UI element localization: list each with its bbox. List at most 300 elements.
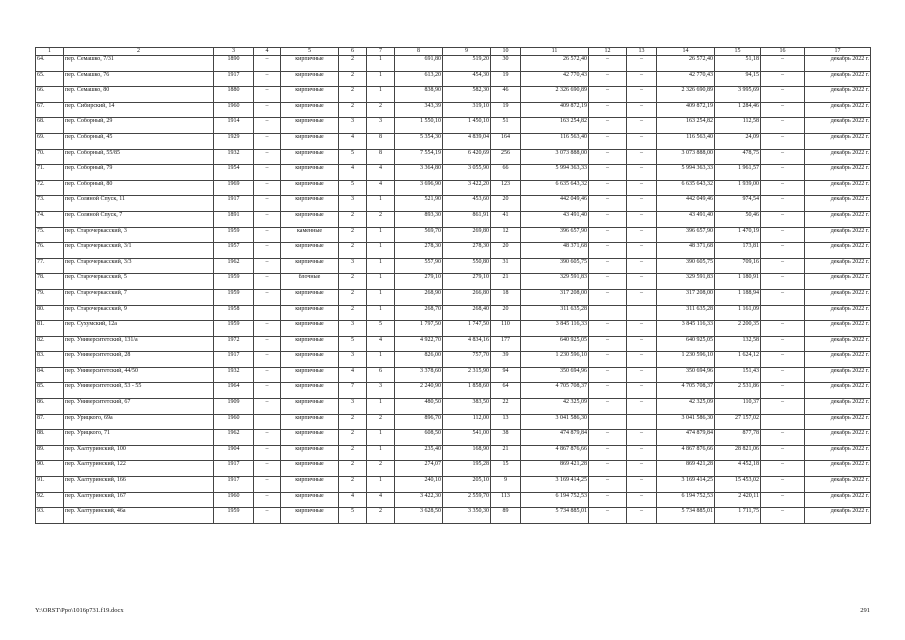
cell-residents: 123 — [491, 180, 521, 196]
cell-wall-material: кирпичные — [281, 430, 339, 446]
column-header-9: 9 — [443, 48, 491, 56]
cell-wall-material: кирпичные — [281, 243, 339, 259]
cell-wall-material: кирпичные — [281, 492, 339, 508]
cell-col-16: – — [761, 430, 805, 446]
cell-total-area: 557,90 — [395, 258, 443, 274]
cell-year-built: 1962 — [214, 430, 254, 446]
cell-cost-total: 5 734 885,01 — [657, 508, 715, 524]
cell-total-area: 3 378,60 — [395, 367, 443, 383]
cell-living-area: 1 858,60 — [443, 383, 491, 399]
cell-entrances: 1 — [367, 305, 395, 321]
table-row — [36, 352, 871, 368]
cell-cost-per-sqm: 50,46 — [715, 211, 761, 227]
cell-cost-per-sqm: 2 420,11 — [715, 492, 761, 508]
cell-cost-total: 42 325,09 — [657, 399, 715, 415]
cell-floors: 4 — [339, 133, 367, 149]
cell-floors: 2 — [339, 211, 367, 227]
cell-row-number: 90. — [36, 461, 64, 477]
cell-col-13: – — [627, 196, 657, 212]
cell-cost-total: 42 770,43 — [657, 71, 715, 87]
cell-residents: 66 — [491, 165, 521, 181]
column-header-13: 13 — [627, 48, 657, 56]
cell-col-13: – — [627, 508, 657, 524]
cell-wall-material: кирпичные — [281, 414, 339, 430]
cell-wall-material: кирпичные — [281, 336, 339, 352]
cell-col-4 — [254, 414, 281, 430]
cell-entrances: 1 — [367, 227, 395, 243]
cell-col-13: – — [627, 352, 657, 368]
cell-wall-material: кирпичные — [281, 445, 339, 461]
cell-col-16: – — [761, 211, 805, 227]
cell-floors: 2 — [339, 243, 367, 259]
cell-cost-total: 311 635,28 — [657, 305, 715, 321]
table-row — [36, 71, 871, 87]
cell-col-4: – — [254, 180, 281, 196]
cell-wall-material: кирпичные — [281, 461, 339, 477]
cell-row-number: 70. — [36, 149, 64, 165]
cell-year-built: 1959 — [214, 289, 254, 305]
cell-col-13: – — [627, 289, 657, 305]
cell-cost: 2 326 690,89 — [521, 87, 589, 103]
cell-col-4: – — [254, 321, 281, 337]
cell-cost: 4 705 708,37 — [521, 383, 589, 399]
cell-entrances: 4 — [367, 336, 395, 352]
cell-entrances: 1 — [367, 477, 395, 493]
cell-wall-material: кирпичные — [281, 56, 339, 72]
cell-col-16: – — [761, 165, 805, 181]
cell-col-16: – — [761, 133, 805, 149]
cell-repair-period: декабрь 2022 г. — [805, 461, 871, 477]
cell-residents: 15 — [491, 461, 521, 477]
cell-repair-period: декабрь 2022 г. — [805, 133, 871, 149]
cell-col-16: – — [761, 180, 805, 196]
cell-cost: 6 194 752,53 — [521, 492, 589, 508]
cell-residents: 38 — [491, 430, 521, 446]
cell-col-13: – — [627, 430, 657, 446]
cell-entrances: 2 — [367, 211, 395, 227]
cell-floors: 4 — [339, 367, 367, 383]
cell-cost: 474 879,84 — [521, 430, 589, 446]
cell-residents: 51 — [491, 118, 521, 134]
cell-cost-per-sqm: 1 624,12 — [715, 352, 761, 368]
cell-col-4: – — [254, 196, 281, 212]
cell-cost-total: 329 591,83 — [657, 274, 715, 290]
cell-repair-period: декабрь 2022 г. — [805, 243, 871, 259]
cell-year-built: 1917 — [214, 71, 254, 87]
table-row — [36, 56, 871, 72]
cell-wall-material: кирпичные — [281, 367, 339, 383]
cell-year-built: 1959 — [214, 321, 254, 337]
cell-col-13: – — [627, 56, 657, 72]
cell-living-area: 278,30 — [443, 243, 491, 259]
cell-address: пер. Халтуринский, 167 — [64, 492, 214, 508]
table-row — [36, 321, 871, 337]
column-header-5: 5 — [281, 48, 339, 56]
cell-cost: 317 208,00 — [521, 289, 589, 305]
cell-cost-total: 2 326 690,89 — [657, 87, 715, 103]
cell-total-area: 7 554,19 — [395, 149, 443, 165]
cell-wall-material: кирпичные — [281, 383, 339, 399]
cell-address: пер. Старочеркасский, 5 — [64, 274, 214, 290]
column-header-3: 3 — [214, 48, 254, 56]
column-header-8: 8 — [395, 48, 443, 56]
cell-col-16 — [761, 305, 805, 321]
cell-total-area: 1 797,50 — [395, 321, 443, 337]
cell-cost-per-sqm: 51,18 — [715, 56, 761, 72]
cell-living-area: 168,90 — [443, 445, 491, 461]
cell-floors: 2 — [339, 227, 367, 243]
cell-floors: 3 — [339, 399, 367, 415]
cell-cost-per-sqm: 112,58 — [715, 118, 761, 134]
cell-living-area: 195,28 — [443, 461, 491, 477]
cell-col-12: – — [589, 289, 627, 305]
cell-floors: 3 — [339, 352, 367, 368]
cell-wall-material: кирпичные — [281, 258, 339, 274]
cell-year-built: 1932 — [214, 149, 254, 165]
cell-address: пер. Халтуринский, 46а — [64, 508, 214, 524]
cell-cost-per-sqm: 2 531,86 — [715, 383, 761, 399]
cell-col-13 — [627, 305, 657, 321]
cell-cost-per-sqm: 132,58 — [715, 336, 761, 352]
cell-repair-period: декабрь 2022 г. — [805, 321, 871, 337]
cell-col-13: – — [627, 399, 657, 415]
cell-col-16: – — [761, 118, 805, 134]
cell-living-area: 6 420,69 — [443, 149, 491, 165]
cell-cost-total: 442 049,46 — [657, 196, 715, 212]
cell-residents: 21 — [491, 274, 521, 290]
cell-col-16: – — [761, 149, 805, 165]
cell-col-12: – — [589, 445, 627, 461]
cell-col-16: – — [761, 102, 805, 118]
cell-col-4: – — [254, 336, 281, 352]
cell-cost: 396 657,90 — [521, 227, 589, 243]
table-row — [36, 383, 871, 399]
cell-year-built: 1880 — [214, 87, 254, 103]
cell-wall-material: кирпичные — [281, 305, 339, 321]
cell-col-13: – — [627, 445, 657, 461]
cell-year-built: 1959 — [214, 508, 254, 524]
cell-cost-total: 3 169 414,25 — [657, 477, 715, 493]
cell-col-12: – — [589, 87, 627, 103]
cell-floors: 2 — [339, 445, 367, 461]
cell-cost-per-sqm: 151,43 — [715, 367, 761, 383]
cell-address: пер. Халтуринский, 100 — [64, 445, 214, 461]
cell-total-area: 826,00 — [395, 352, 443, 368]
cell-repair-period: декабрь 2022 г. — [805, 87, 871, 103]
cell-floors: 4 — [339, 165, 367, 181]
cell-address: пер. Халтуринский, 166 — [64, 477, 214, 493]
cell-cost-per-sqm: 709,16 — [715, 258, 761, 274]
cell-address: пер. Соборный, 45 — [64, 133, 214, 149]
cell-repair-period: декабрь 2022 г. — [805, 430, 871, 446]
cell-col-12: – — [589, 399, 627, 415]
cell-year-built: 1917 — [214, 477, 254, 493]
cell-residents: 9 — [491, 477, 521, 493]
cell-residents: 39 — [491, 352, 521, 368]
cell-col-4: – — [254, 243, 281, 259]
cell-entrances: 4 — [367, 180, 395, 196]
table-row — [36, 445, 871, 461]
cell-total-area: 691,80 — [395, 56, 443, 72]
cell-repair-period: декабрь 2022 г. — [805, 445, 871, 461]
cell-col-13: – — [627, 71, 657, 87]
cell-wall-material: блочные — [281, 274, 339, 290]
cell-col-13: – — [627, 165, 657, 181]
cell-cost: 3 073 888,00 — [521, 149, 589, 165]
cell-col-12: – — [589, 508, 627, 524]
cell-residents: 18 — [491, 289, 521, 305]
cell-col-12: – — [589, 336, 627, 352]
cell-col-16: – — [761, 227, 805, 243]
cell-year-built: 1914 — [214, 118, 254, 134]
cell-wall-material: кирпичные — [281, 102, 339, 118]
cell-col-4: – — [254, 165, 281, 181]
cell-col-16: – — [761, 399, 805, 415]
cell-col-4: – — [254, 258, 281, 274]
cell-year-built: 1891 — [214, 211, 254, 227]
cell-cost-total: 4 705 708,37 — [657, 383, 715, 399]
cell-cost-per-sqm: 1 939,00 — [715, 180, 761, 196]
cell-col-12: – — [589, 196, 627, 212]
cell-entrances: 1 — [367, 196, 395, 212]
cell-row-number: 72. — [36, 180, 64, 196]
cell-row-number: 82. — [36, 336, 64, 352]
cell-entrances: 1 — [367, 430, 395, 446]
cell-floors: 2 — [339, 461, 367, 477]
cell-entrances: 4 — [367, 492, 395, 508]
cell-residents: 12 — [491, 227, 521, 243]
cell-row-number: 69. — [36, 133, 64, 149]
cell-repair-period: декабрь 2022 г. — [805, 414, 871, 430]
cell-cost: 48 371,68 — [521, 243, 589, 259]
cell-entrances: 1 — [367, 87, 395, 103]
cell-living-area: 519,20 — [443, 56, 491, 72]
cell-col-13: – — [627, 492, 657, 508]
cell-year-built: 1890 — [214, 56, 254, 72]
cell-row-number: 74. — [36, 211, 64, 227]
cell-year-built: 1954 — [214, 165, 254, 181]
cell-col-4: – — [254, 274, 281, 290]
cell-wall-material: кирпичные — [281, 133, 339, 149]
cell-cost-per-sqm: 974,54 — [715, 196, 761, 212]
column-header-15: 15 — [715, 48, 761, 56]
cell-total-area: 569,70 — [395, 227, 443, 243]
cell-cost-per-sqm: 2 200,35 — [715, 321, 761, 337]
cell-col-12: – — [589, 243, 627, 259]
cell-residents: 110 — [491, 321, 521, 337]
cell-year-built: 1917 — [214, 461, 254, 477]
cell-floors: 2 — [339, 274, 367, 290]
cell-col-13: – — [627, 258, 657, 274]
cell-entrances: 1 — [367, 258, 395, 274]
cell-total-area: 235,40 — [395, 445, 443, 461]
cell-living-area: 4 834,16 — [443, 336, 491, 352]
cell-address: пер. Старочеркасский, 3/1 — [64, 243, 214, 259]
cell-address: пер. Соборный, 79 — [64, 165, 214, 181]
cell-col-12: – — [589, 430, 627, 446]
cell-cost-total: 409 872,19 — [657, 102, 715, 118]
cell-col-13: – — [627, 461, 657, 477]
cell-cost-per-sqm: 1 470,19 — [715, 227, 761, 243]
cell-cost: 3 845 116,33 — [521, 321, 589, 337]
cell-year-built: 1964 — [214, 383, 254, 399]
table-row — [36, 87, 871, 103]
cell-residents: 64 — [491, 383, 521, 399]
cell-wall-material: кирпичные — [281, 87, 339, 103]
cell-cost: 5 994 363,33 — [521, 165, 589, 181]
cell-repair-period: декабрь 2022 г. — [805, 258, 871, 274]
cell-living-area: 269,80 — [443, 227, 491, 243]
column-header-17: 17 — [805, 48, 871, 56]
cell-wall-material: кирпичные — [281, 477, 339, 493]
cell-residents: 21 — [491, 445, 521, 461]
cell-cost-per-sqm: 110,37 — [715, 399, 761, 415]
cell-col-12: – — [589, 56, 627, 72]
cell-year-built: 1932 — [214, 367, 254, 383]
table-row — [36, 430, 871, 446]
cell-total-area: 3 628,50 — [395, 508, 443, 524]
cell-row-number: 81. — [36, 321, 64, 337]
cell-address: пер. Халтуринский, 122 — [64, 461, 214, 477]
cell-cost: 42 325,09 — [521, 399, 589, 415]
cell-year-built: 1960 — [214, 102, 254, 118]
cell-address: пер. Старочеркасский, 3/3 — [64, 258, 214, 274]
cell-wall-material: кирпичные — [281, 196, 339, 212]
cell-year-built: 1917 — [214, 352, 254, 368]
cell-col-13: – — [627, 180, 657, 196]
cell-living-area: 2 559,70 — [443, 492, 491, 508]
cell-floors: 4 — [339, 492, 367, 508]
cell-cost-per-sqm: 1 284,46 — [715, 102, 761, 118]
cell-row-number: 91. — [36, 477, 64, 493]
table-row — [36, 508, 871, 524]
cell-cost: 442 049,46 — [521, 196, 589, 212]
cell-col-4: – — [254, 367, 281, 383]
column-header-16: 16 — [761, 48, 805, 56]
cell-col-13 — [627, 414, 657, 430]
cell-wall-material: кирпичные — [281, 508, 339, 524]
cell-col-12: – — [589, 71, 627, 87]
cell-repair-period: декабрь 2022 г. — [805, 227, 871, 243]
table-row — [36, 211, 871, 227]
cell-row-number: 76. — [36, 243, 64, 259]
cell-col-4: – — [254, 492, 281, 508]
cell-col-4: – — [254, 102, 281, 118]
cell-living-area: 3 055,90 — [443, 165, 491, 181]
cell-row-number: 67. — [36, 102, 64, 118]
cell-floors: 2 — [339, 289, 367, 305]
cell-year-built: 1929 — [214, 133, 254, 149]
cell-row-number: 75. — [36, 227, 64, 243]
cell-repair-period: декабрь 2022 г. — [805, 367, 871, 383]
cell-address: пер. Семашко, 76 — [64, 71, 214, 87]
cell-row-number: 78. — [36, 274, 64, 290]
cell-year-built: 1959 — [214, 274, 254, 290]
cell-living-area: 3 350,30 — [443, 508, 491, 524]
cell-col-13: – — [627, 133, 657, 149]
cell-col-4: – — [254, 118, 281, 134]
cell-floors: 3 — [339, 321, 367, 337]
cell-col-13: – — [627, 367, 657, 383]
table-row — [36, 196, 871, 212]
table-row — [36, 336, 871, 352]
cell-repair-period: декабрь 2022 г. — [805, 508, 871, 524]
cell-total-area: 5 354,30 — [395, 133, 443, 149]
cell-living-area: 319,10 — [443, 102, 491, 118]
cell-total-area: 521,90 — [395, 196, 443, 212]
cell-repair-period: декабрь 2022 г. — [805, 180, 871, 196]
cell-living-area: 279,10 — [443, 274, 491, 290]
cell-cost-per-sqm: 3 995,69 — [715, 87, 761, 103]
cell-year-built: 1957 — [214, 243, 254, 259]
table-row — [36, 414, 871, 430]
cell-floors: 7 — [339, 383, 367, 399]
cell-cost-per-sqm: 4 452,18 — [715, 461, 761, 477]
cell-cost-per-sqm: 28 821,06 — [715, 445, 761, 461]
cell-cost-total: 6 635 643,32 — [657, 180, 715, 196]
cell-col-13: – — [627, 227, 657, 243]
cell-cost: 409 872,19 — [521, 102, 589, 118]
cell-col-16: – — [761, 196, 805, 212]
cell-row-number: 71. — [36, 165, 64, 181]
cell-cost-total: 26 572,40 — [657, 56, 715, 72]
cell-col-16: – — [761, 352, 805, 368]
cell-floors: 2 — [339, 102, 367, 118]
cell-row-number: 92. — [36, 492, 64, 508]
cell-repair-period: декабрь 2022 г. — [805, 71, 871, 87]
cell-col-12: – — [589, 274, 627, 290]
cell-wall-material: кирпичные — [281, 118, 339, 134]
column-header-1: 1 — [36, 48, 64, 56]
cell-row-number: 89. — [36, 445, 64, 461]
cell-address: пер. Соборный, 80 — [64, 180, 214, 196]
table-row — [36, 118, 871, 134]
cell-entrances: 3 — [367, 383, 395, 399]
cell-floors: 3 — [339, 258, 367, 274]
cell-col-12: – — [589, 211, 627, 227]
cell-col-13: – — [627, 243, 657, 259]
cell-col-16: – — [761, 508, 805, 524]
cell-col-13: – — [627, 149, 657, 165]
cell-col-13: – — [627, 87, 657, 103]
cell-residents: 19 — [491, 71, 521, 87]
cell-repair-period: декабрь 2022 г. — [805, 336, 871, 352]
cell-col-13: – — [627, 211, 657, 227]
cell-repair-period: декабрь 2022 г. — [805, 399, 871, 415]
cell-entrances: 8 — [367, 149, 395, 165]
cell-residents: 31 — [491, 258, 521, 274]
cell-repair-period: декабрь 2022 г. — [805, 274, 871, 290]
table-row — [36, 180, 871, 196]
cell-floors: 2 — [339, 71, 367, 87]
cell-col-4: – — [254, 445, 281, 461]
cell-address: пер. Соборный, 55/85 — [64, 149, 214, 165]
cell-col-4: – — [254, 430, 281, 446]
cell-address: пер. Сухумский, 12а — [64, 321, 214, 337]
cell-cost-total: 350 694,96 — [657, 367, 715, 383]
cell-col-4: – — [254, 133, 281, 149]
cell-address: пер. Университетский, 67 — [64, 399, 214, 415]
cell-total-area: 279,10 — [395, 274, 443, 290]
cell-address: пер. Университетский, 53 - 55 — [64, 383, 214, 399]
cell-year-built: 1960 — [214, 492, 254, 508]
cell-address: пер. Сибирский, 14 — [64, 102, 214, 118]
cell-residents: 46 — [491, 87, 521, 103]
cell-year-built: 1904 — [214, 445, 254, 461]
cell-living-area: 205,10 — [443, 477, 491, 493]
cell-col-12: – — [589, 165, 627, 181]
cell-total-area: 2 240,90 — [395, 383, 443, 399]
